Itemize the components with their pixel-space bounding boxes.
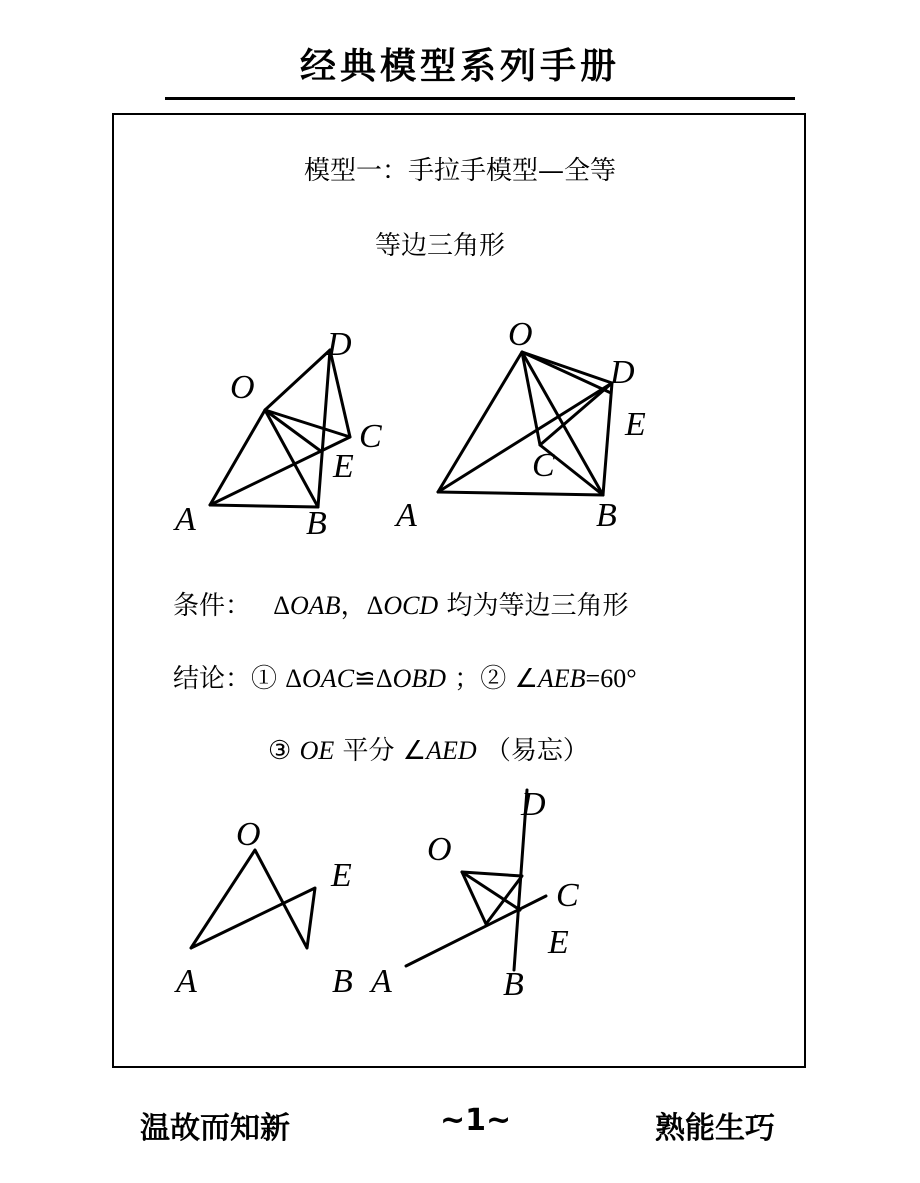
page-number: ~1~ bbox=[440, 1103, 512, 1138]
fig2-segment-oe bbox=[522, 352, 611, 393]
fig1-label-o: O bbox=[230, 369, 255, 406]
bisects-text: 平分 bbox=[342, 736, 395, 766]
fig3-path-aoe bbox=[191, 850, 315, 948]
fig4-label-b: B bbox=[503, 966, 524, 1003]
triangle-oab: OAB bbox=[290, 591, 341, 620]
condition-line bbox=[173, 585, 629, 622]
figure-3 bbox=[191, 850, 315, 948]
fig2-label-o: O bbox=[508, 316, 533, 353]
triangle-oac: OAC bbox=[302, 664, 355, 693]
fig2-label-a: A bbox=[396, 497, 417, 534]
fig3-label-a: A bbox=[176, 963, 197, 1000]
fig1-label-d: D bbox=[327, 326, 352, 363]
section-title: 模型一：手拉手模型—全等 bbox=[303, 156, 616, 186]
triangle-ocd: OCD bbox=[383, 591, 439, 620]
number-1: ① bbox=[251, 664, 278, 694]
number-3: ③ bbox=[268, 736, 292, 766]
fig2-segment-bd bbox=[603, 383, 612, 495]
fig4-label-a: A bbox=[371, 963, 392, 1000]
fig4-triangle-o bbox=[462, 872, 522, 924]
conclusion-line-1 bbox=[173, 658, 637, 695]
fig4-label-o: O bbox=[427, 831, 452, 868]
fig1-label-e: E bbox=[333, 448, 354, 485]
delta-symbol: Δ bbox=[285, 664, 303, 693]
fig2-label-d: D bbox=[610, 354, 635, 391]
condition-suffix: 均为等边三角形 bbox=[446, 591, 629, 621]
fig2-segment-ac bbox=[438, 383, 612, 492]
condition-separator: ， bbox=[340, 591, 367, 621]
footer-right: 熟能生巧 bbox=[655, 1111, 775, 1146]
conclusion-prefix: 结论： bbox=[173, 664, 252, 694]
fig3-label-e: E bbox=[331, 857, 352, 894]
fig1-triangle-ocd bbox=[265, 350, 350, 437]
fig1-label-a: A bbox=[175, 501, 196, 538]
angle-symbol: ∠ bbox=[514, 664, 538, 693]
delta-symbol: Δ bbox=[366, 591, 384, 620]
conclusion-line-2 bbox=[268, 730, 589, 767]
fig4-label-e: E bbox=[548, 924, 569, 961]
footer-left: 温故而知新 bbox=[140, 1111, 290, 1146]
fig1-label-b: B bbox=[306, 505, 327, 542]
fig2-label-e: E bbox=[625, 406, 646, 443]
section-subtitle: 等边三角形 bbox=[374, 231, 505, 261]
fig1-triangle-oab bbox=[210, 410, 318, 507]
fig4-label-d: D bbox=[521, 786, 546, 823]
congruent-symbol: ≌ bbox=[354, 664, 376, 694]
number-2: ② bbox=[480, 664, 507, 694]
fig4-label-c: C bbox=[556, 877, 579, 914]
fig2-label-c: C bbox=[532, 447, 555, 484]
page-title: 经典模型系列手册 bbox=[299, 46, 620, 87]
angle-symbol: ∠ bbox=[402, 736, 427, 765]
fig1-segment-oe bbox=[265, 410, 322, 452]
angle-aeb: AEB bbox=[537, 664, 586, 693]
semicolon: ； bbox=[454, 664, 481, 694]
fig2-label-b: B bbox=[596, 497, 617, 534]
delta-symbol: Δ bbox=[273, 591, 291, 620]
segment-oe: OE bbox=[299, 736, 335, 765]
fig3-label-o: O bbox=[236, 816, 261, 853]
condition-prefix: 条件： bbox=[173, 591, 252, 621]
triangle-obd: OBD bbox=[392, 664, 446, 693]
fig4-line-ac bbox=[406, 896, 546, 966]
fig3-label-b: B bbox=[332, 963, 353, 1000]
angle-value: =60° bbox=[585, 664, 637, 693]
angle-aed: AED bbox=[426, 736, 477, 765]
figure-2 bbox=[438, 352, 612, 495]
fig1-label-c: C bbox=[359, 418, 382, 455]
easy-forget-note: （易忘） bbox=[484, 736, 589, 766]
delta-symbol: Δ bbox=[375, 664, 393, 693]
